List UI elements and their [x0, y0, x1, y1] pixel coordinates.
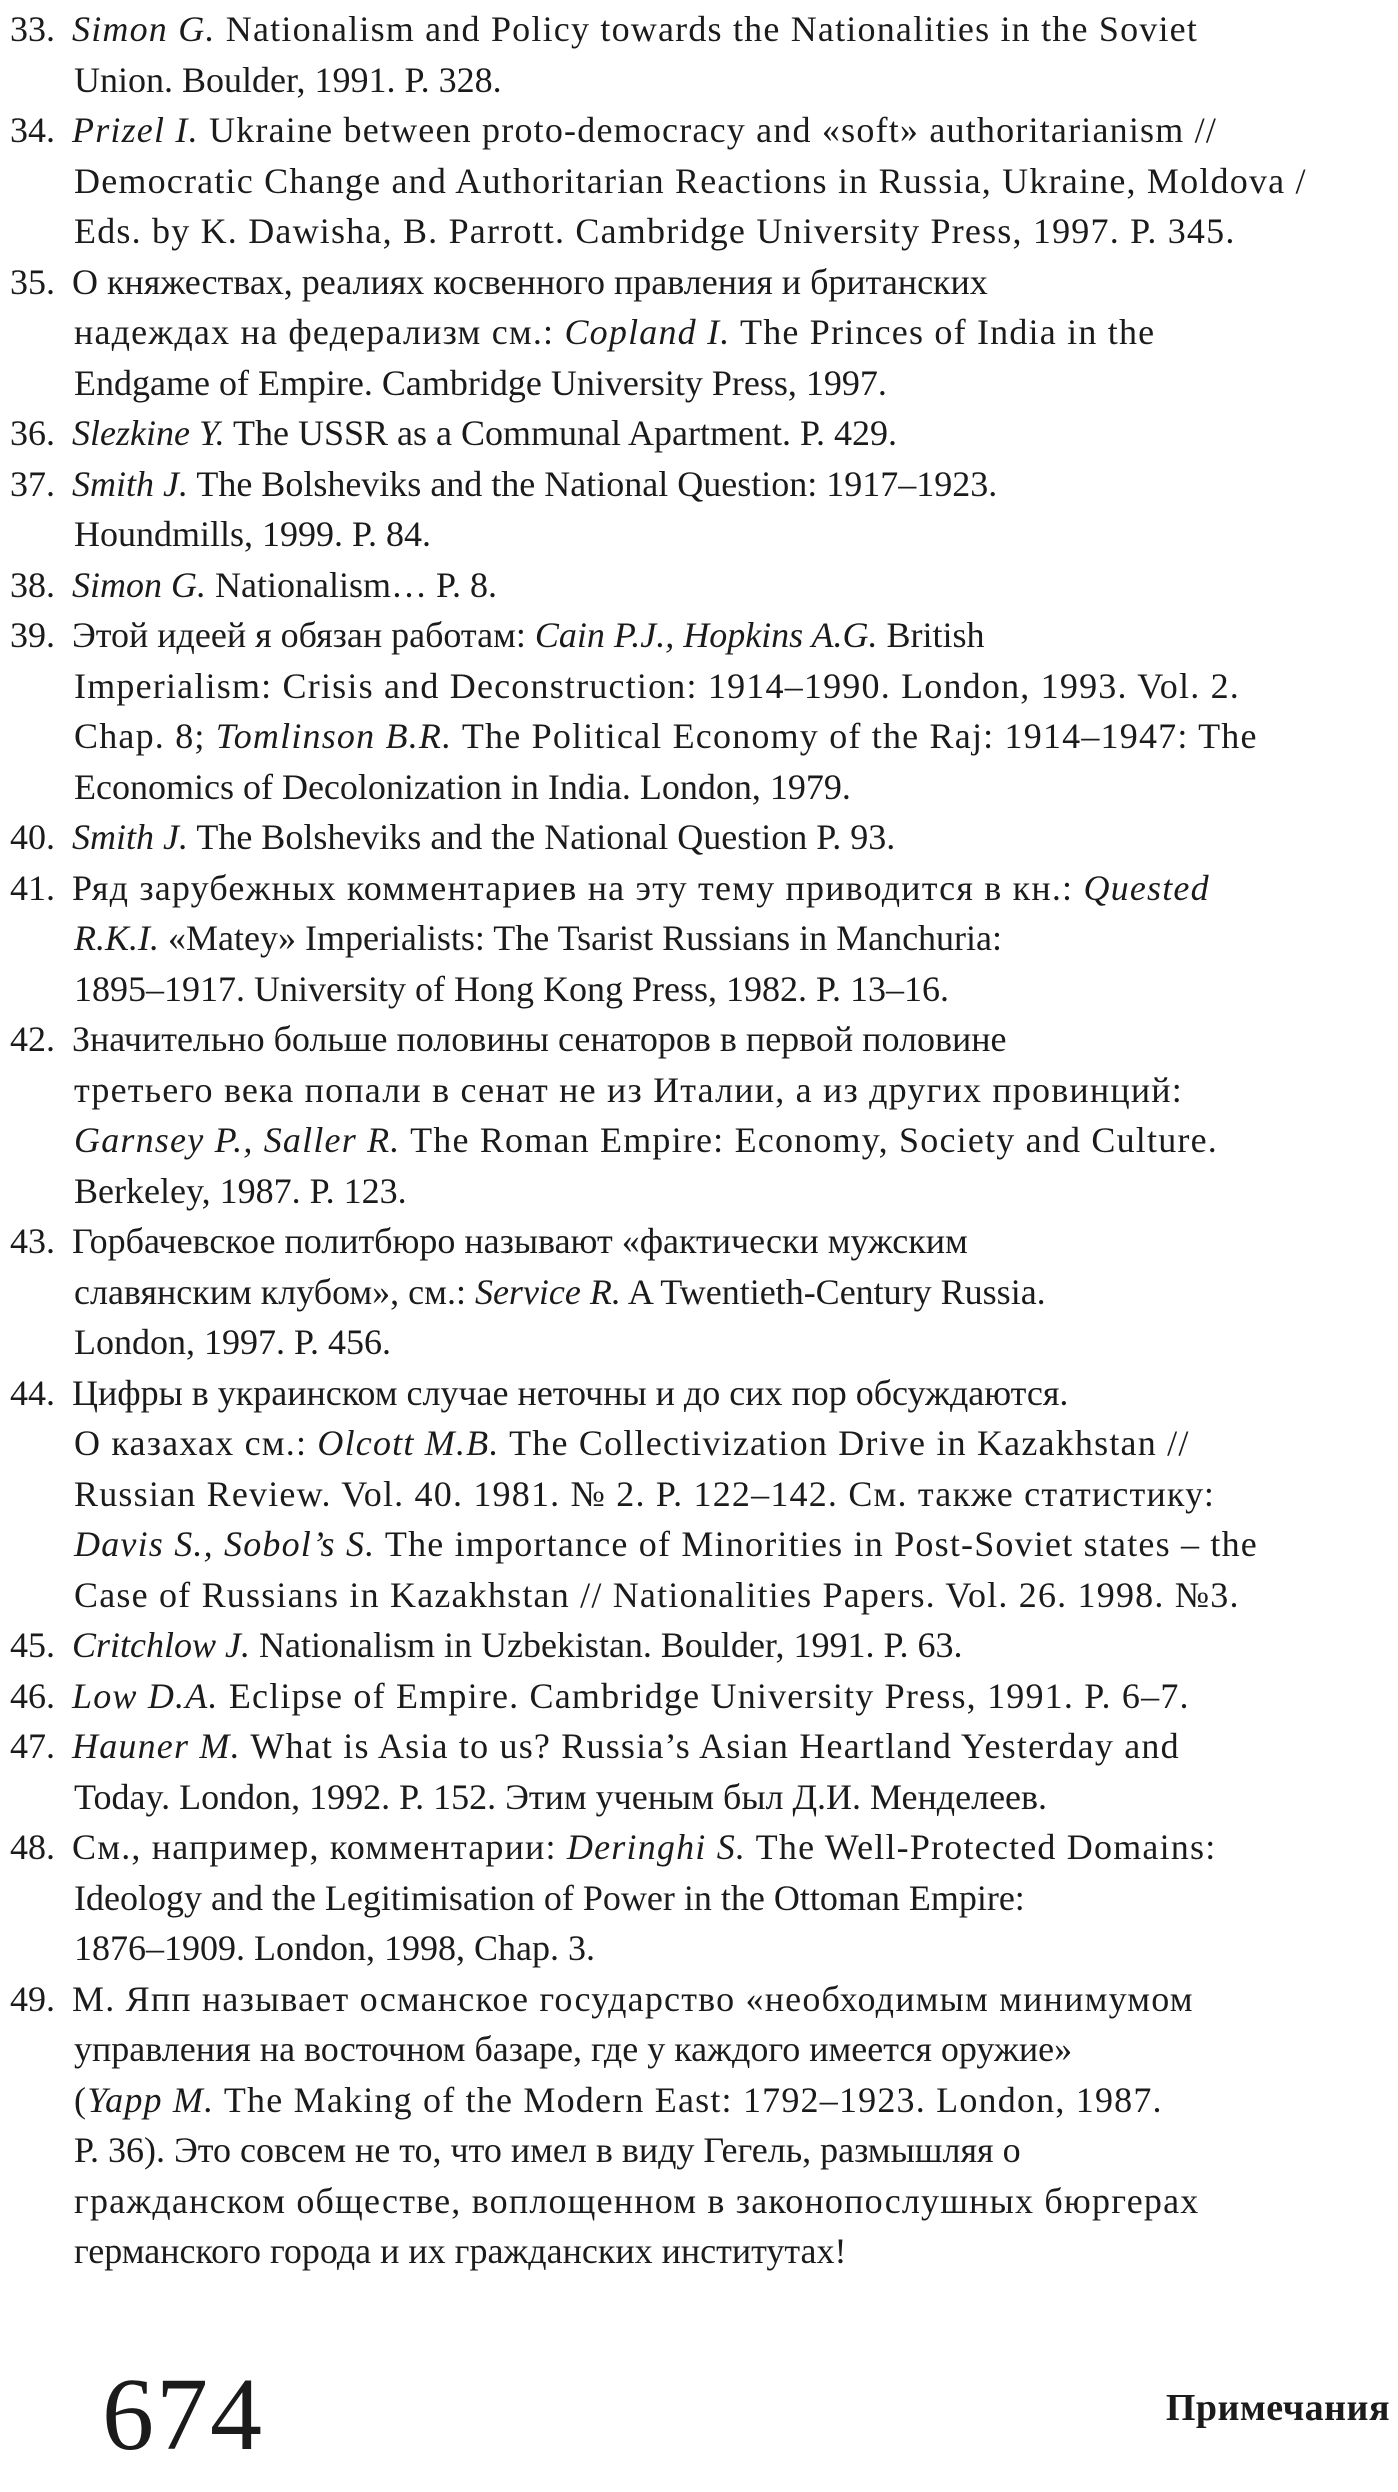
endnote-line — [72, 560, 497, 611]
endnote — [0, 1822, 1398, 1974]
author-citation: Deringhi S. — [566, 1827, 747, 1867]
endnote-line — [74, 964, 949, 1015]
author-citation: Cain P.J., Hopkins A.G. — [534, 615, 878, 655]
endnote — [0, 1721, 1398, 1822]
note-text: Union. Boulder, 1991. P. 328. — [74, 59, 502, 100]
endnote-number: 43. — [10, 1221, 55, 1261]
endnote — [0, 1671, 1398, 1722]
note-text: О казахах см.: — [74, 1423, 318, 1463]
note-text: P. 36). Это совсем не то, что имел в виду Гегель, размышляя о — [74, 2130, 1021, 2170]
author-citation: Service R. — [474, 1271, 621, 1312]
page-number: 674 — [102, 2357, 264, 2472]
author-citation: Garnsey P., Saller R. — [74, 1120, 401, 1160]
endnote — [0, 257, 1398, 409]
endnote-line — [74, 156, 1307, 207]
endnote-number: 33. — [10, 9, 55, 49]
note-text: Ideology and the Legitimisation of Power in the Ottoman Empire: — [74, 1877, 1025, 1918]
endnote-number: 45. — [10, 1625, 55, 1665]
note-text: Chap. 8; — [74, 716, 216, 756]
note-text: A Twentieth-Century Russia. — [620, 1271, 1046, 1312]
note-text: Горбачевское политбюро называют «фактически мужским — [72, 1221, 968, 1261]
author-citation: Slezkine Y. — [72, 413, 225, 453]
note-text: третьего века попали в сенат не из Италии, а из других провинций: — [74, 1069, 1183, 1110]
note-text: Case of Russians in Kazakhstan // Nationalities Papers. Vol. 26. 1998. №3. — [74, 1574, 1240, 1615]
endnote-line — [74, 2125, 1021, 2176]
note-text: гражданском обществе, воплощенном в законопослушных бюргерах — [74, 2180, 1200, 2221]
author-citation: Smith J. — [72, 463, 188, 504]
endnote-number: 48. — [10, 1827, 55, 1867]
endnote-line — [74, 509, 431, 560]
endnote-line — [72, 105, 1217, 156]
endnote-line — [72, 1014, 1006, 1065]
author-citation: Quested — [1083, 867, 1210, 908]
endnote-line — [74, 1873, 1025, 1924]
endnote-line — [74, 2075, 1163, 2126]
endnote-line — [74, 2176, 1199, 2227]
author-citation: Davis S., Sobol’s S. — [74, 1524, 376, 1564]
note-text: The Making of the Modern East: 1792–1923. London, 1987. — [214, 2079, 1163, 2120]
author-citation: Tomlinson B.R. — [215, 716, 453, 756]
endnote-line — [72, 1721, 1180, 1772]
endnote-line — [74, 1267, 1046, 1318]
note-text: Nationalism… P. 8. — [206, 564, 498, 605]
author-citation: Smith J. — [72, 817, 188, 857]
endnote — [0, 105, 1398, 257]
note-text: Цифры в украинском случае неточны и до сих пор обсуждаются. — [72, 1372, 1069, 1413]
note-text: Nationalism and Policy towards the Nationalities in the Soviet — [215, 9, 1199, 49]
note-text: «Matey» Imperialists: The Tsarist Russians in Manchuria: — [159, 918, 1003, 958]
endnote — [0, 1216, 1398, 1368]
author-citation: Simon G. — [72, 564, 206, 605]
author-citation: Low D.A. — [72, 1675, 219, 1716]
note-text: 1895–1917. University of Hong Kong Press, 1982. P. 13–16. — [74, 968, 950, 1009]
endnote-number: 34. — [10, 110, 55, 150]
endnote — [0, 408, 1398, 459]
note-text: The Political Economy of the Raj: 1914–1947: The — [452, 716, 1258, 756]
author-citation: Yapp M. — [87, 2079, 215, 2120]
author-citation: R.K.I. — [74, 918, 159, 958]
endnote — [0, 1620, 1398, 1671]
endnote-line — [74, 1317, 391, 1368]
endnote-number: 46. — [10, 1675, 55, 1716]
endnote-line — [72, 1822, 1216, 1873]
note-text: ( — [74, 2079, 88, 2120]
endnote-number: 39. — [10, 615, 55, 655]
endnote — [0, 560, 1398, 611]
endnote-line — [74, 2226, 847, 2277]
note-text: германского города и их гражданских институтах! — [74, 2231, 847, 2271]
note-text: Eclipse of Empire. Cambridge University Press, 1991. P. 6–7. — [218, 1675, 1190, 1716]
endnote-line — [72, 459, 997, 510]
endnote-number: 37. — [10, 463, 55, 504]
endnote-line — [74, 2024, 1072, 2075]
endnote-number: 42. — [10, 1019, 55, 1059]
endnote — [0, 459, 1398, 560]
endnote-line — [72, 408, 897, 459]
endnote — [0, 863, 1398, 1015]
note-text: The USSR as a Communal Apartment. P. 429. — [224, 413, 897, 453]
endnote — [0, 4, 1398, 105]
endnote-number: 41. — [10, 867, 55, 908]
note-text: Значительно больше половины сенаторов в первой половине — [72, 1019, 1007, 1059]
endnote-number: 38. — [10, 564, 55, 605]
endnote-line — [74, 206, 1236, 257]
endnote — [0, 1974, 1398, 2277]
endnote-line — [74, 1469, 1215, 1520]
endnote-number: 40. — [10, 817, 55, 857]
running-head: Примечания — [1165, 2387, 1390, 2429]
author-citation: Copland I. — [564, 312, 731, 352]
endnote — [0, 1014, 1398, 1216]
note-text: Nationalism in Uzbekistan. Boulder, 1991. P. 63. — [250, 1625, 963, 1665]
endnote-line — [74, 1519, 1258, 1570]
endnote-line — [74, 358, 887, 409]
note-text: управления на восточном базаре, где у каждого имеется оружие» — [74, 2029, 1073, 2069]
note-text: Eds. by K. Dawisha, B. Parrott. Cambridge University Press, 1997. P. 345. — [74, 211, 1236, 251]
author-citation: Hauner M. — [72, 1726, 241, 1766]
note-text: British — [877, 615, 985, 655]
endnote-line — [72, 1671, 1190, 1722]
endnote-line — [74, 1418, 1190, 1469]
note-text: The Collectivization Drive in Kazakhstan // — [499, 1423, 1190, 1463]
endnote-number: 47. — [10, 1726, 55, 1766]
note-text: The Princes of India in the — [730, 312, 1156, 352]
endnote-line — [74, 1772, 1047, 1823]
endnote-line — [74, 913, 1002, 964]
endnote-line — [72, 1974, 1194, 2025]
note-text: О княжествах, реалиях косвенного правления и британских — [72, 261, 988, 302]
note-text: Berkeley, 1987. P. 123. — [74, 1170, 407, 1211]
endnote-line — [72, 610, 985, 661]
endnote-line — [74, 1166, 407, 1217]
endnote-line — [74, 55, 502, 106]
note-text: М. Япп называет османское государство «необходимым минимумом — [72, 1978, 1194, 2019]
endnote-number: 36. — [10, 413, 55, 453]
endnote-number: 35. — [10, 261, 55, 302]
endnote — [0, 610, 1398, 812]
author-citation: Critchlow J. — [72, 1625, 250, 1665]
endnote-line — [74, 1923, 595, 1974]
note-text: The Bolsheviks and the National Question: 1917–1923. — [187, 463, 998, 504]
note-text: Today. London, 1992. P. 152. Этим ученым был Д.И. Менделеев. — [74, 1776, 1048, 1817]
note-text: Economics of Decolonization in India. London, 1979. — [74, 766, 851, 807]
endnote-number: 44. — [10, 1372, 55, 1413]
note-text: London, 1997. P. 456. — [74, 1322, 392, 1362]
author-citation: Prizel I. — [72, 110, 199, 150]
note-text: The Roman Empire: Economy, Society and Culture. — [400, 1120, 1218, 1160]
note-text: Ukraine between proto-democracy and «soft» authoritarianism // — [198, 110, 1218, 150]
author-citation: Olcott M.B. — [317, 1423, 500, 1463]
endnote-line — [74, 307, 1155, 358]
endnote-line — [74, 711, 1258, 762]
note-text: Endgame of Empire. Cambridge University Press, 1997. — [74, 362, 887, 403]
endnote-line — [74, 661, 1240, 712]
endnote-line — [72, 863, 1210, 914]
endnote-line — [74, 762, 851, 813]
note-text: Democratic Change and Authoritarian Reactions in Russia, Ukraine, Moldova / — [74, 160, 1307, 201]
note-text: Houndmills, 1999. P. 84. — [74, 514, 432, 554]
endnote-line — [72, 1368, 1068, 1419]
endnote-line — [72, 812, 895, 863]
endnote-line — [72, 4, 1198, 55]
endnote-line — [74, 1570, 1240, 1621]
note-text: 1876–1909. London, 1998, Chap. 3. — [74, 1928, 595, 1968]
endnote-line — [72, 1216, 968, 1267]
note-text: Russian Review. Vol. 40. 1981. № 2. P. 122–142. См. также статистику: — [74, 1473, 1216, 1514]
endnote-line — [72, 1620, 963, 1671]
endnote-line — [72, 257, 988, 308]
note-text: What is Asia to us? Russia’s Asian Heartland Yesterday and — [240, 1726, 1180, 1766]
endnote-number: 49. — [10, 1978, 55, 2019]
note-text: The Well-Protected Domains: — [746, 1827, 1217, 1867]
note-text: The Bolsheviks and the National Question P. 93. — [187, 817, 896, 857]
endnote — [0, 812, 1398, 863]
note-text: The importance of Minorities in Post-Soviet states – the — [375, 1524, 1258, 1564]
endnote-line — [74, 1115, 1218, 1166]
note-text: Ряд зарубежных комментариев на эту тему приводится в кн.: — [72, 867, 1084, 908]
note-text: Этой идеей я обязан работам: — [72, 615, 535, 655]
note-text: надеждах на федерализм см.: — [74, 312, 565, 352]
note-text: славянским клубом», см.: — [74, 1271, 475, 1312]
author-citation: Simon G. — [72, 9, 216, 49]
note-text: См., например, комментарии: — [72, 1827, 567, 1867]
endnote — [0, 1368, 1398, 1621]
note-text: Imperialism: Crisis and Deconstruction: 1914–1990. London, 1993. Vol. 2. — [74, 665, 1240, 706]
endnote-line — [74, 1065, 1183, 1116]
